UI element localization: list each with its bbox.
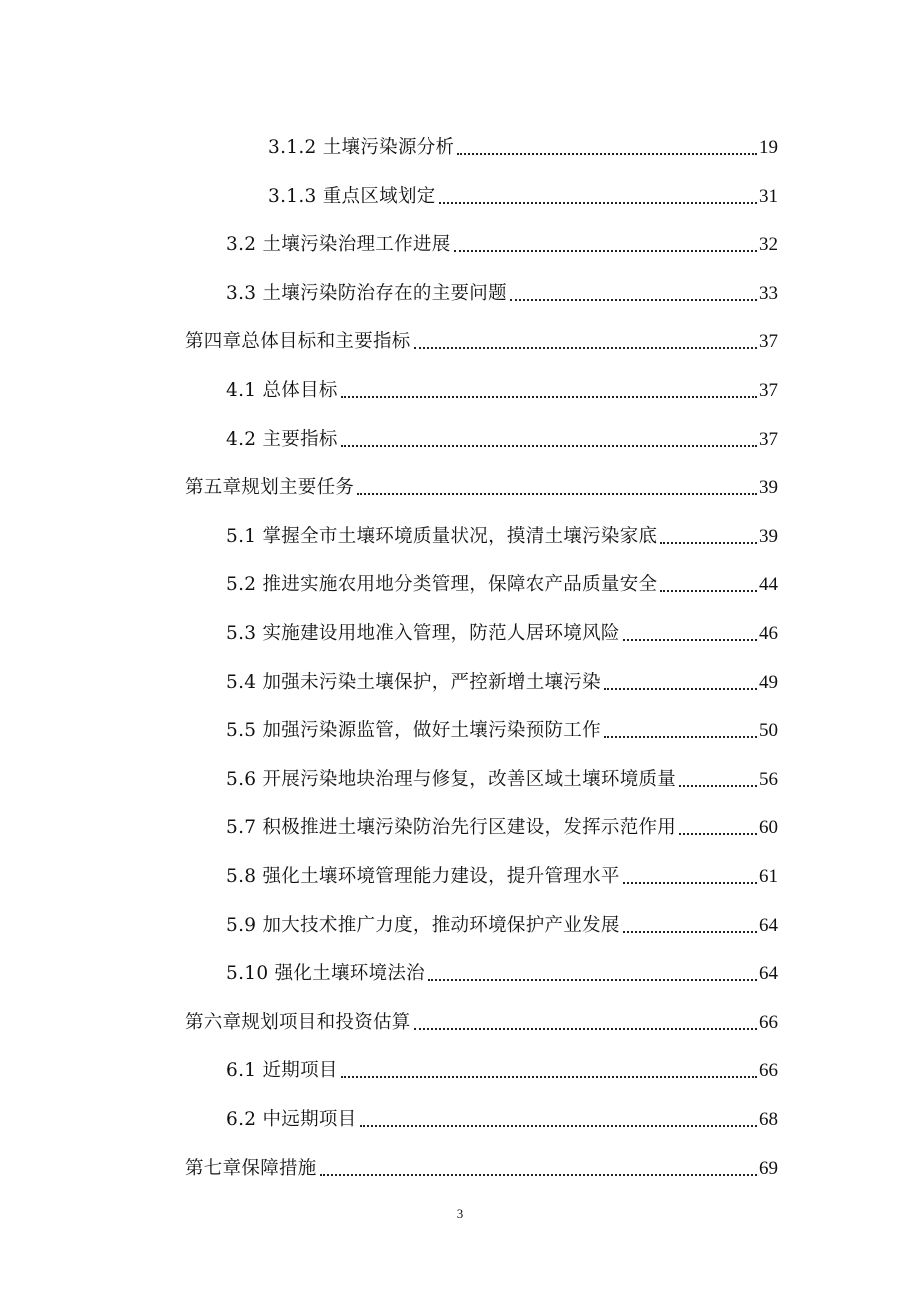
toc-dot-leader xyxy=(660,542,757,544)
toc-entry-page: 37 xyxy=(759,380,778,401)
toc-entry-title: 5.9 加大技术推广力度，推动环境保护产业发展 xyxy=(226,914,620,936)
toc-entry[interactable] xyxy=(226,355,778,403)
toc-entry[interactable] xyxy=(226,792,778,840)
toc-entry[interactable] xyxy=(226,647,778,695)
toc-entry[interactable] xyxy=(268,112,778,160)
toc-dot-leader xyxy=(457,153,757,155)
toc-dot-leader xyxy=(414,1028,757,1030)
toc-entry-title: 4.1 总体目标 xyxy=(226,380,338,401)
toc-entry-title: 6.2 中远期项目 xyxy=(226,1109,357,1130)
toc-entry-title: 5.6 开展污染地块治理与修复，改善区域土壤环境质量 xyxy=(226,768,677,790)
toc-entry-page: 37 xyxy=(759,428,778,450)
toc-entry-title: 5.10 强化土壤环境法治 xyxy=(226,963,425,985)
toc-entry[interactable] xyxy=(185,1133,778,1181)
toc-entry-title: 3.3 土壤污染防治存在的主要问题 xyxy=(226,282,507,304)
toc-entry-page: 19 xyxy=(759,137,778,158)
toc-entry-title: 第六章规划项目和投资估算 xyxy=(185,1011,411,1033)
toc-entry-title: 5.7 积极推进土壤污染防治先行区建设，发挥示范作用 xyxy=(226,817,677,839)
toc-dot-leader xyxy=(604,688,757,690)
toc-dot-leader xyxy=(454,250,757,252)
toc-dot-leader xyxy=(439,202,757,204)
toc-dot-leader xyxy=(320,1174,757,1176)
toc-entry[interactable] xyxy=(226,404,778,452)
toc-entry-page: 31 xyxy=(759,185,778,207)
toc-dot-leader xyxy=(341,1076,757,1078)
toc-entry[interactable] xyxy=(226,1035,778,1083)
toc-entry[interactable] xyxy=(226,744,778,792)
toc-entry-page: 33 xyxy=(759,282,778,304)
toc-entry[interactable] xyxy=(185,306,778,354)
toc-dot-leader xyxy=(341,445,757,447)
page-number: 3 xyxy=(456,1206,464,1221)
toc-dot-leader xyxy=(604,736,757,738)
toc-entry[interactable] xyxy=(185,452,778,500)
toc-entry-page: 44 xyxy=(759,574,778,596)
toc-entry-page: 64 xyxy=(759,963,778,985)
toc-entry-page: 66 xyxy=(759,1011,778,1033)
toc-entry-page: 32 xyxy=(759,234,778,256)
toc-entry[interactable] xyxy=(226,890,778,938)
toc-entry-title: 3.1.3 重点区域划定 xyxy=(268,185,436,207)
toc-dot-leader xyxy=(414,347,757,349)
toc-entry[interactable] xyxy=(226,695,778,743)
toc-dot-leader xyxy=(679,785,757,787)
toc-dot-leader xyxy=(357,493,757,495)
toc-entry-page: 37 xyxy=(759,331,778,353)
toc-entry-page: 64 xyxy=(759,914,778,936)
toc-entry-title: 3.2 土壤污染治理工作进展 xyxy=(226,234,451,256)
toc-entry-title: 第四章总体目标和主要指标 xyxy=(185,331,411,353)
toc-entry[interactable] xyxy=(226,598,778,646)
toc-entry-title: 5.1 掌握全市土壤环境质量状况，摸清土壤污染家底 xyxy=(226,525,658,547)
toc-entry-page: 46 xyxy=(759,623,778,644)
toc-dot-leader xyxy=(623,639,757,641)
toc-entry[interactable] xyxy=(226,258,778,306)
toc-entry-title: 5.3 实施建设用地准入管理，防范人居环境风险 xyxy=(226,623,620,644)
toc-entry[interactable] xyxy=(226,938,778,986)
toc-entry[interactable] xyxy=(226,209,778,257)
toc-entry[interactable] xyxy=(226,501,778,549)
toc-dot-leader xyxy=(623,882,757,884)
toc-entry-page: 56 xyxy=(759,768,778,790)
toc-entry-page: 60 xyxy=(759,817,778,839)
toc-entry-title: 5.4 加强未污染土壤保护，严控新增土壤污染 xyxy=(226,671,601,693)
toc-entry-title: 5.2 推进实施农用地分类管理，保障农产品质量安全 xyxy=(226,574,658,596)
toc-entry-page: 61 xyxy=(759,866,778,887)
toc-entry[interactable] xyxy=(226,841,778,889)
toc-entry-page: 50 xyxy=(759,720,778,742)
toc-dot-leader xyxy=(660,590,757,592)
toc-entry[interactable] xyxy=(226,1084,778,1132)
toc-entry-page: 69 xyxy=(759,1157,778,1179)
toc-dot-leader xyxy=(679,833,757,835)
toc-entry-title: 4.2 主要指标 xyxy=(226,428,338,450)
toc-entry-title: 5.8 强化土壤环境管理能力建设，提升管理水平 xyxy=(226,866,620,887)
toc-dot-leader xyxy=(341,396,757,398)
toc-entry-title: 5.5 加强污染源监管，做好土壤污染预防工作 xyxy=(226,720,601,742)
toc-entry[interactable] xyxy=(226,549,778,597)
toc-dot-leader xyxy=(360,1125,757,1127)
toc-entry-title: 第五章规划主要任务 xyxy=(185,477,355,499)
toc-dot-leader xyxy=(510,299,757,301)
toc-entry-page: 49 xyxy=(759,671,778,693)
toc-entry[interactable] xyxy=(185,987,778,1035)
toc-dot-leader xyxy=(428,979,757,981)
toc-entry-page: 39 xyxy=(759,477,778,499)
toc-dot-leader xyxy=(623,931,757,933)
toc-entry-page: 39 xyxy=(759,525,778,547)
toc-entry-title: 6.1 近期项目 xyxy=(226,1060,338,1082)
toc-entry[interactable] xyxy=(268,161,778,209)
toc-entry-title: 3.1.2 土壤污染源分析 xyxy=(268,137,455,158)
toc-entry-page: 66 xyxy=(759,1060,778,1082)
toc-entry-title: 第七章保障措施 xyxy=(185,1157,317,1179)
toc-entry-page: 68 xyxy=(759,1109,778,1130)
